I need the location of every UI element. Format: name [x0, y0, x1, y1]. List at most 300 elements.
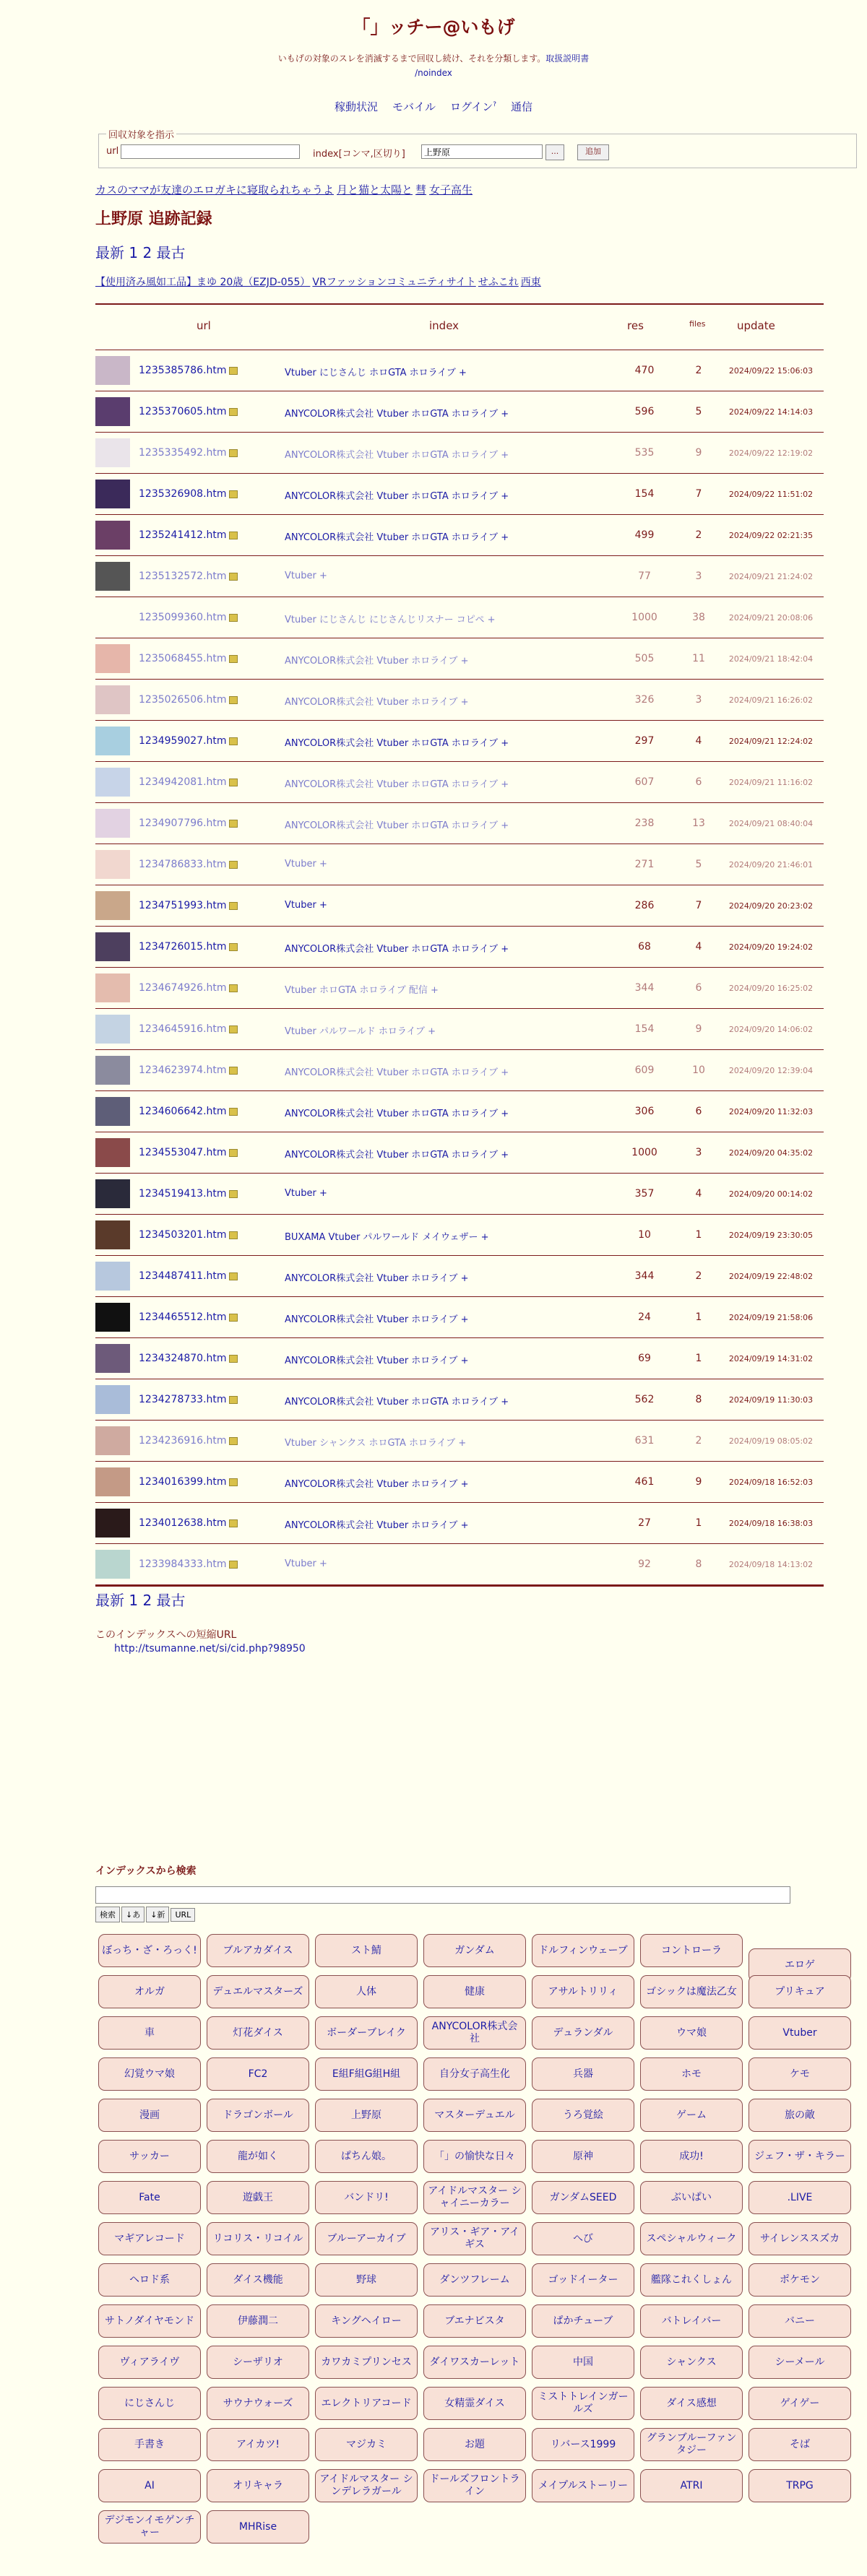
update-time: 2024/09/19 21:58:06 [728, 1313, 814, 1322]
thread-index-links[interactable]: ANYCOLOR株式会社 Vtuber ホロライブ + [285, 1356, 469, 1366]
sort-new-button[interactable]: ↓新 [146, 1907, 169, 1922]
tag-button[interactable]: メイプルストーリー [532, 2469, 634, 2502]
thread-index-links[interactable]: Vtuber + [285, 571, 327, 581]
collect-form [98, 130, 857, 168]
res-count: 306 [634, 1106, 655, 1117]
update-time: 2024/09/19 22:48:02 [728, 1272, 814, 1281]
thread-url-link[interactable] [139, 941, 238, 953]
col-files: files [689, 319, 706, 329]
thread-thumbnail[interactable] [95, 1303, 130, 1332]
thread-thumbnail[interactable] [95, 1385, 130, 1414]
thread-index-links[interactable]: ANYCOLOR株式会社 Vtuber ホロライブ + [285, 697, 469, 708]
table-row [95, 556, 824, 597]
thread-url-link[interactable] [139, 1023, 238, 1035]
table-row [95, 1132, 824, 1174]
tag-button[interactable]: AI [98, 2469, 201, 2502]
tag-button[interactable]: 手書き [98, 2428, 201, 2461]
res-count: 470 [634, 365, 655, 376]
tag-button[interactable]: ジェフ・ザ・キラー [749, 2140, 851, 2173]
thread-thumbnail[interactable] [95, 397, 130, 426]
tag-button[interactable]: Vtuber [749, 2016, 851, 2050]
tag-button[interactable]: キングヘイロー [315, 2304, 418, 2338]
thread-url-text: 1234012638.htm [139, 1517, 227, 1529]
update-time: 2024/09/18 16:38:03 [728, 1519, 814, 1528]
nav-mobile[interactable]: モバイル [392, 100, 436, 113]
thread-url-text: 1235326908.htm [139, 488, 227, 500]
tag-button[interactable]: ドルフィンウェーブ [532, 1934, 634, 1967]
files-count: 9 [695, 1476, 702, 1488]
thread-index-links[interactable]: ANYCOLOR株式会社 Vtuber ホロライブ + [285, 656, 469, 667]
thread-thumbnail[interactable] [95, 1220, 130, 1249]
tag-button[interactable]: ゲイゲー [749, 2387, 851, 2420]
lock-icon [229, 449, 238, 457]
thread-url-link[interactable] [139, 653, 238, 664]
table-row [95, 803, 824, 844]
thread-index-links[interactable]: Vtuber + [285, 859, 327, 869]
thread-thumbnail[interactable] [95, 685, 130, 714]
search-buttons [95, 1907, 197, 1922]
lock-icon [229, 779, 238, 786]
thread-thumbnail[interactable] [95, 603, 130, 632]
thread-index-links[interactable]: Vtuber パルワールド ホロライブ + [285, 1026, 436, 1037]
tag-button[interactable]: 旅の敵 [749, 2099, 851, 2132]
thread-index-links[interactable]: ANYCOLOR株式会社 Vtuber ホロライブ + [285, 1479, 469, 1490]
res-count: 154 [634, 488, 655, 500]
thread-url-link[interactable] [139, 488, 238, 500]
tag-button[interactable]: ミストトレインガールズ [532, 2387, 634, 2420]
thread-url-link[interactable] [139, 1394, 238, 1405]
thread-index-links[interactable]: ANYCOLOR株式会社 Vtuber ホロGTA ホロライブ + [285, 738, 509, 749]
tag-button[interactable]: MHRise [207, 2510, 309, 2544]
tag-button[interactable]: 伊藤潤二 [207, 2304, 309, 2338]
tag-button[interactable]: ゴシックは魔法乙女 [640, 1975, 743, 2008]
thread-thumbnail[interactable] [95, 1509, 130, 1538]
lock-icon [229, 1190, 238, 1198]
thread-thumbnail[interactable] [95, 1179, 130, 1208]
tag-button[interactable]: アサルトリリィ [532, 1975, 634, 2008]
thread-thumbnail[interactable] [95, 562, 130, 591]
thread-url-text: 1233984333.htm [139, 1558, 227, 1570]
tag-button[interactable]: 兵器 [532, 2057, 634, 2091]
thread-thumbnail[interactable] [95, 1426, 130, 1455]
files-count: 2 [695, 1270, 702, 1282]
thread-index-links[interactable]: Vtuber + [285, 1558, 327, 1569]
lock-icon [229, 655, 238, 663]
thread-url-text: 1234751993.htm [139, 900, 227, 911]
tag-button[interactable]: マジカミ [315, 2428, 418, 2461]
short-url-link[interactable]: http://tsumanne.net/si/cid.php?98950 [114, 1643, 306, 1655]
thread-thumbnail[interactable] [95, 1467, 130, 1496]
thread-index-links[interactable]: ANYCOLOR株式会社 Vtuber ホロGTA ホロライブ + [285, 450, 509, 461]
tag-button[interactable]: サウナウォーズ [207, 2387, 309, 2420]
tag-button[interactable]: ダイワスカーレット [423, 2346, 526, 2379]
files-count: 6 [695, 1106, 702, 1117]
tag-button[interactable]: FC2 [207, 2057, 309, 2091]
tag-button[interactable]: ドールズフロントライン [423, 2469, 526, 2502]
thread-url-text: 1235099360.htm [139, 612, 227, 623]
tag-button[interactable]: ポケモン [749, 2263, 851, 2297]
index-picker-button[interactable]: ... [545, 144, 564, 160]
tag-button[interactable]: ケモ [749, 2057, 851, 2091]
thread-index-links[interactable]: ANYCOLOR株式会社 Vtuber ホロGTA ホロライブ + [285, 1109, 509, 1119]
tag-button[interactable]: カワカミプリンセス [315, 2346, 418, 2379]
tag-button[interactable]: ガンダムSEED [532, 2181, 634, 2214]
tag-button[interactable]: ATRI [640, 2469, 743, 2502]
thread-index-links[interactable]: ANYCOLOR株式会社 Vtuber ホロGTA ホロライブ + [285, 779, 509, 790]
tag-button[interactable]: ゲーム [640, 2099, 743, 2132]
tag-button[interactable]: スト鯖 [315, 1934, 418, 1967]
table-row [95, 1174, 824, 1215]
update-time: 2024/09/22 14:14:03 [728, 407, 814, 417]
top-link[interactable]: 彗 [415, 183, 427, 196]
pager-page-2[interactable]: 2 [142, 244, 152, 261]
tag-button[interactable]: E組F組G組H組 [315, 2057, 418, 2091]
thread-url-link[interactable] [139, 1517, 238, 1529]
thread-url-link[interactable] [139, 447, 238, 459]
ad-link[interactable]: 【使用済み風如工品】まゆ 20歳（EZJD-055） [95, 277, 311, 288]
thread-url-link[interactable] [139, 1188, 238, 1200]
res-count: 77 [638, 571, 651, 582]
thread-url-link[interactable] [139, 900, 238, 911]
thread-url-link[interactable] [139, 1435, 238, 1447]
tag-button[interactable]: ブルアカダイス [207, 1934, 309, 1967]
table-row [95, 721, 824, 762]
tag-button[interactable]: エレクトリアコード [315, 2387, 418, 2420]
table-row [95, 1256, 824, 1297]
tag-button[interactable]: デュエルマスターズ [207, 1975, 309, 2008]
tag-button[interactable]: シーメール [749, 2346, 851, 2379]
tag-button[interactable]: .LIVE [749, 2181, 851, 2214]
tag-button[interactable]: 女精霊ダイス [423, 2387, 526, 2420]
tag-button[interactable]: マギアレコード [98, 2222, 201, 2255]
thread-index-links[interactable]: ANYCOLOR株式会社 Vtuber ホロGTA ホロライブ + [285, 820, 509, 831]
thread-thumbnail[interactable] [95, 480, 130, 508]
lock-icon [229, 408, 238, 416]
pager-page-1[interactable]: 1 [129, 1592, 139, 1609]
thread-thumbnail[interactable] [95, 768, 130, 797]
tag-button[interactable]: プリキュア [749, 1975, 851, 2008]
thread-thumbnail[interactable] [95, 809, 130, 838]
update-time: 2024/09/21 21:24:02 [728, 572, 814, 581]
files-count: 9 [695, 1023, 702, 1035]
tag-button[interactable]: Fate [98, 2181, 201, 2214]
thread-thumbnail[interactable] [95, 356, 130, 385]
tag-button[interactable]: ぶいぱい [640, 2181, 743, 2214]
tag-button[interactable]: ブルーアーカイブ [315, 2222, 418, 2255]
thread-url-link[interactable] [139, 982, 238, 994]
thread-url-link[interactable] [139, 571, 238, 582]
update-time: 2024/09/21 12:24:02 [728, 737, 814, 746]
tag-button[interactable]: バンドリ! [315, 2181, 418, 2214]
tag-button[interactable]: 遊戯王 [207, 2181, 309, 2214]
thread-url-link[interactable] [139, 1476, 238, 1488]
tag-button[interactable]: オルガ [98, 1975, 201, 2008]
res-count: 271 [634, 859, 655, 870]
tag-button[interactable]: 龍が如く [207, 2140, 309, 2173]
tag-button[interactable]: ヴィアライヴ [98, 2346, 201, 2379]
thread-url-text: 1235068455.htm [139, 653, 227, 664]
update-time: 2024/09/18 14:13:02 [728, 1560, 814, 1569]
thread-index-links[interactable]: Vtuber にじさんじ にじさんじリスナー コピペ + [285, 615, 496, 625]
index-input[interactable] [421, 144, 543, 159]
tag-button[interactable]: 原神 [532, 2140, 634, 2173]
res-count: 69 [638, 1353, 651, 1364]
ad-link[interactable]: 西東 [520, 277, 541, 288]
tag-button[interactable]: 「」の愉快な日々 [423, 2140, 526, 2173]
thread-index-links[interactable]: Vtuber にじさんじ ホロGTA ホロライブ + [285, 368, 467, 378]
update-time: 2024/09/20 00:14:02 [728, 1189, 814, 1199]
tag-button[interactable]: ぱかチューブ [532, 2304, 634, 2338]
tag-button[interactable]: デジモンイモゲンチャー [98, 2510, 201, 2544]
url-input[interactable] [121, 144, 300, 159]
update-time: 2024/09/19 23:30:05 [728, 1231, 814, 1240]
table-row [95, 1297, 824, 1338]
add-button[interactable]: 追加 [577, 144, 609, 160]
thread-url-text: 1234674926.htm [139, 982, 227, 994]
tag-button[interactable]: 上野原 [315, 2099, 418, 2132]
thread-url-link[interactable] [139, 1270, 238, 1282]
update-time: 2024/09/18 16:52:03 [728, 1478, 814, 1487]
lock-icon [229, 1067, 238, 1075]
thread-thumbnail[interactable] [95, 1015, 130, 1044]
thread-thumbnail[interactable] [95, 644, 130, 673]
thread-thumbnail[interactable] [95, 1138, 130, 1167]
tag-button[interactable]: サッカー [98, 2140, 201, 2173]
thread-url-link[interactable] [139, 735, 238, 747]
tag-button[interactable]: ドラゴンボール [207, 2099, 309, 2132]
tag-button[interactable]: ゴッドイーター [532, 2263, 634, 2297]
thread-index-links[interactable]: ANYCOLOR株式会社 Vtuber ホロライブ + [285, 1520, 469, 1531]
tag-button[interactable]: 中国 [532, 2346, 634, 2379]
tag-button[interactable]: 艦隊これくしょん [640, 2263, 743, 2297]
table-row [95, 1009, 824, 1050]
thread-url-link[interactable] [139, 1064, 238, 1076]
thread-url-link[interactable] [139, 612, 238, 623]
tag-button[interactable]: シャンクス [640, 2346, 743, 2379]
thread-index-links[interactable]: ANYCOLOR株式会社 Vtuber ホロライブ + [285, 1273, 469, 1284]
thread-index-links[interactable]: Vtuber ホロGTA ホロライブ 配信 + [285, 985, 439, 996]
tag-button[interactable]: サトノダイヤモンド [98, 2304, 201, 2338]
tag-button[interactable]: スペシャルウィーク [640, 2222, 743, 2255]
search-button[interactable]: 検索 [95, 1907, 120, 1922]
tag-button[interactable]: ボーダーブレイク [315, 2016, 418, 2050]
thread-url-link[interactable] [139, 776, 238, 788]
thread-thumbnail[interactable] [95, 1056, 130, 1085]
res-count: 499 [634, 529, 655, 541]
tag-button[interactable]: にじさんじ [98, 2387, 201, 2420]
files-count: 2 [695, 529, 702, 541]
lock-icon [229, 1314, 238, 1322]
thread-thumbnail[interactable] [95, 932, 130, 961]
tag-button[interactable]: ホモ [640, 2057, 743, 2091]
thread-thumbnail[interactable] [95, 973, 130, 1002]
files-count: 10 [692, 1064, 705, 1076]
files-count: 4 [695, 941, 702, 953]
thread-index-links[interactable]: ANYCOLOR株式会社 Vtuber ホロGTA ホロライブ + [285, 1067, 509, 1078]
manual-link[interactable]: 取扱説明書 [545, 53, 590, 64]
tag-button[interactable]: ダイス感想 [640, 2387, 743, 2420]
thread-url-link[interactable] [139, 529, 238, 541]
tag-button[interactable]: 漫画 [98, 2099, 201, 2132]
tag-button[interactable]: マスターデュエル [423, 2099, 526, 2132]
res-count: 596 [634, 406, 655, 417]
url-button[interactable]: URL [171, 1908, 195, 1922]
thread-url-link[interactable] [139, 1558, 238, 1570]
tag-button[interactable]: ダンツフレーム [423, 2263, 526, 2297]
tag-button[interactable]: ウマ娘 [640, 2016, 743, 2050]
tag-button[interactable]: TRPG [749, 2469, 851, 2502]
thread-url-text: 1234942081.htm [139, 776, 227, 788]
tag-button[interactable]: エロゲ [749, 1948, 851, 1982]
tag-button[interactable]: 人体 [315, 1975, 418, 2008]
index-label: index[コンマ,区切り] [313, 149, 405, 160]
res-count: 344 [634, 1270, 655, 1282]
tag-button[interactable]: バトレイバー [640, 2304, 743, 2338]
tag-button[interactable]: ヘロド系 [98, 2263, 201, 2297]
tag-button[interactable]: デュランダル [532, 2016, 634, 2050]
tag-button[interactable]: 野球 [315, 2263, 418, 2297]
tag-button[interactable]: バニー [749, 2304, 851, 2338]
table-body [95, 350, 824, 1585]
tag-button[interactable]: コントローラ [640, 1934, 743, 1967]
thread-url-text: 1234016399.htm [139, 1476, 227, 1488]
lock-icon [229, 1519, 238, 1527]
table-bottom-rule [95, 1585, 824, 1587]
col-url: url [197, 319, 211, 332]
tag-button[interactable]: ぱちん娘。 [315, 2140, 418, 2173]
update-time: 2024/09/20 16:25:02 [728, 984, 814, 993]
thread-index-links[interactable]: ANYCOLOR株式会社 Vtuber ホロGTA ホロライブ + [285, 409, 509, 420]
nav-comm[interactable]: 通信 [511, 100, 533, 113]
thread-url-text: 1234726015.htm [139, 941, 227, 953]
tag-button[interactable]: 健康 [423, 1975, 526, 2008]
thread-thumbnail[interactable] [95, 1550, 130, 1579]
tag-button[interactable]: シーザリオ [207, 2346, 309, 2379]
thread-url-text: 1234465512.htm [139, 1311, 227, 1323]
ad-link[interactable]: VRファッションコミュニティサイト [312, 277, 476, 288]
res-count: 607 [634, 776, 655, 788]
thread-thumbnail[interactable] [95, 438, 130, 467]
tag-button[interactable]: 灯花ダイス [207, 2016, 309, 2050]
url-label: url [106, 146, 119, 157]
thread-index-links[interactable]: ANYCOLOR株式会社 Vtuber ホロGTA ホロライブ + [285, 1397, 509, 1408]
update-time: 2024/09/20 21:46:01 [728, 860, 814, 869]
thread-url-link[interactable] [139, 406, 238, 417]
thread-url-link[interactable] [139, 365, 238, 376]
thread-url-text: 1234907796.htm [139, 818, 227, 829]
tag-button[interactable]: リコリス・リコイル [207, 2222, 309, 2255]
site-title: 「」ッチー@いもげ [352, 17, 515, 38]
table-row [95, 1421, 824, 1462]
thread-thumbnail[interactable] [95, 1262, 130, 1291]
nav-login-sup: ? [493, 101, 497, 108]
tag-button[interactable]: へび [532, 2222, 634, 2255]
thread-url-link[interactable] [139, 1353, 238, 1364]
update-time: 2024/09/20 11:32:03 [728, 1107, 814, 1116]
thread-index-links[interactable]: Vtuber シャンクス ホロGTA ホロライブ + [285, 1438, 467, 1449]
pager-page-1[interactable]: 1 [129, 244, 139, 261]
thread-url-link[interactable] [139, 818, 238, 829]
tag-button[interactable]: グランブルーファンタジー [640, 2428, 743, 2461]
tag-button[interactable]: アイカツ! [207, 2428, 309, 2461]
thread-index-links[interactable]: ANYCOLOR株式会社 Vtuber ホロGTA ホロライブ + [285, 1150, 509, 1161]
tag-button[interactable]: ブエナビスタ [423, 2304, 526, 2338]
nav-status[interactable]: 稼動状況 [334, 100, 378, 113]
tag-button[interactable]: 成功! [640, 2140, 743, 2173]
files-count: 3 [695, 1147, 702, 1158]
thread-url-link[interactable] [139, 694, 238, 706]
tag-button[interactable]: サイレンススズカ [749, 2222, 851, 2255]
tag-button[interactable]: ANYCOLOR株式会社 [423, 2016, 526, 2050]
thread-thumbnail[interactable] [95, 1097, 130, 1126]
res-count: 297 [634, 735, 655, 747]
top-link[interactable]: 女子高生 [429, 183, 473, 196]
tag-button[interactable]: アイドルマスター シンデレラガール [315, 2469, 418, 2502]
thread-url-link[interactable] [139, 1106, 238, 1117]
tag-button[interactable]: オリキャラ [207, 2469, 309, 2502]
tag-button[interactable]: 車 [98, 2016, 201, 2050]
search-heading: インデックスから検索 [95, 1865, 197, 1877]
noindex-link[interactable]: /noindex [415, 68, 452, 78]
thread-thumbnail[interactable] [95, 891, 130, 920]
thread-index-links[interactable]: ANYCOLOR株式会社 Vtuber ホロライブ + [285, 1314, 469, 1325]
thread-index-links[interactable]: Vtuber + [285, 900, 327, 911]
update-time: 2024/09/19 14:31:02 [728, 1354, 814, 1363]
thread-index-links[interactable]: ANYCOLOR株式会社 Vtuber ホロGTA ホロライブ + [285, 491, 509, 502]
tag-button[interactable]: ダイス機能 [207, 2263, 309, 2297]
update-time: 2024/09/20 14:06:02 [728, 1025, 814, 1034]
sort-kana-button[interactable]: ↓あ [121, 1907, 144, 1922]
thread-url-link[interactable] [139, 1229, 238, 1241]
tag-button[interactable]: ガンダム [423, 1934, 526, 1967]
pager-page-2[interactable]: 2 [142, 1592, 152, 1609]
thread-thumbnail[interactable] [95, 521, 130, 550]
files-count: 1 [695, 1517, 702, 1529]
top-link[interactable]: カスのママが友達のエロガキに寝取られちゃうよ [95, 183, 335, 196]
thread-url-link[interactable] [139, 859, 238, 870]
tag-button[interactable]: ぼっち・ざ・ろっく! [98, 1934, 201, 1967]
nav-login[interactable] [450, 100, 496, 113]
thread-thumbnail[interactable] [95, 727, 130, 755]
tag-button[interactable]: お題 [423, 2428, 526, 2461]
lock-icon [229, 820, 238, 828]
thread-url-link[interactable] [139, 1311, 238, 1323]
thread-index-links[interactable]: ANYCOLOR株式会社 Vtuber ホロGTA ホロライブ + [285, 532, 509, 543]
tag-button[interactable]: リバース1999 [532, 2428, 634, 2461]
update-time: 2024/09/22 02:21:35 [728, 531, 814, 540]
search-input[interactable] [95, 1886, 790, 1904]
thread-index-links[interactable]: Vtuber + [285, 1188, 327, 1199]
tag-button[interactable]: 自分女子高生化 [423, 2057, 526, 2091]
top-link[interactable]: 月と猫と太陽と [337, 183, 413, 196]
tag-button[interactable]: そば [749, 2428, 851, 2461]
tag-button[interactable]: うろ覚絵 [532, 2099, 634, 2132]
tag-button[interactable]: アリス・ギア・アイギス [423, 2222, 526, 2255]
ad-link[interactable]: せふこれ [478, 277, 519, 288]
lock-icon [229, 1231, 238, 1239]
table-row [95, 391, 824, 433]
thread-index-links[interactable]: BUXAMA Vtuber パルワールド メイウェザー + [285, 1232, 489, 1243]
lock-icon [229, 1396, 238, 1404]
tag-button[interactable]: アイドルマスター シャイニーカラー [423, 2181, 526, 2214]
update-time: 2024/09/21 18:42:04 [728, 654, 814, 664]
thread-url-link[interactable] [139, 1147, 238, 1158]
tag-button[interactable]: 幻覚ウマ娘 [98, 2057, 201, 2091]
lock-icon [229, 1149, 238, 1157]
thread-index-links[interactable]: ANYCOLOR株式会社 Vtuber ホロGTA ホロライブ + [285, 944, 509, 955]
thread-thumbnail[interactable] [95, 1344, 130, 1373]
thread-thumbnail[interactable] [95, 850, 130, 879]
